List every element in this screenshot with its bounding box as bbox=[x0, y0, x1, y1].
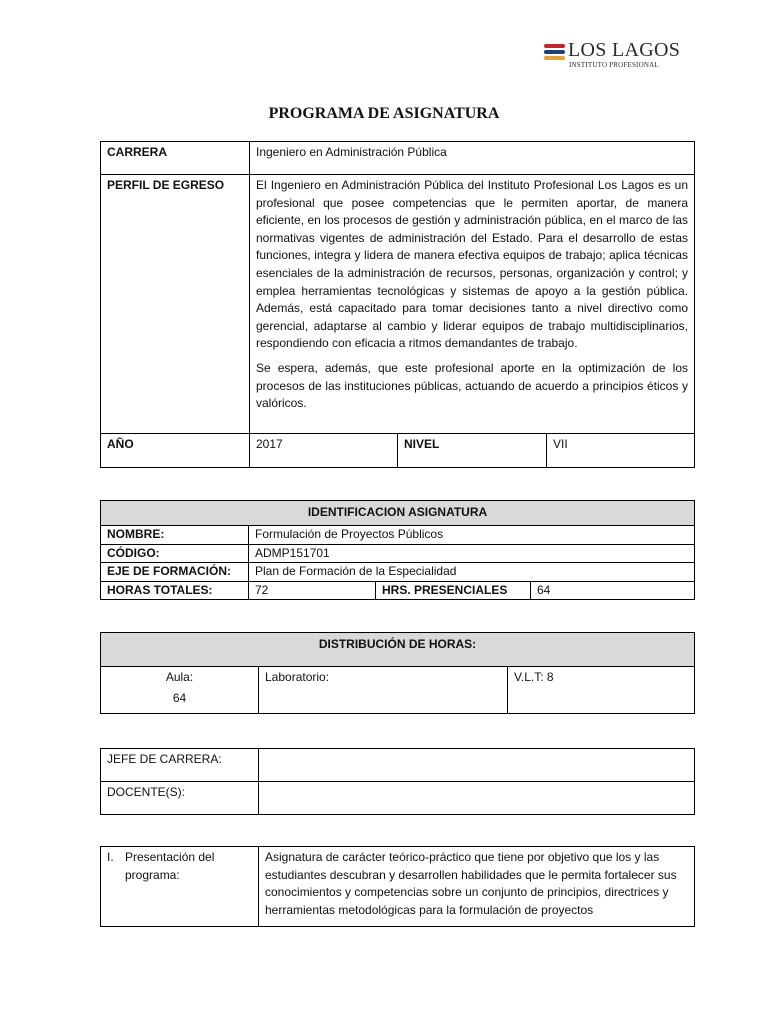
jefe-value bbox=[259, 749, 695, 782]
logo-name: LOS LAGOS bbox=[568, 39, 681, 61]
carrera-value: Ingeniero en Administración Pública bbox=[250, 142, 695, 175]
distribucion-header: DISTRIBUCIÓN DE HORAS: bbox=[101, 633, 695, 667]
horas-label: HORAS TOTALES: bbox=[101, 581, 249, 600]
perfil-label: PERFIL DE EGRESO bbox=[101, 175, 250, 434]
codigo-label: CÓDIGO: bbox=[101, 544, 249, 563]
presentacion-text: Asignatura de carácter teórico-práctico que tiene por objetivo que los y las estudiantes descubran y desarrollen habilidades que le permita fortalecer sus conocimientos y competencias sobre un conjunto de principios, directrices y herramientas metodológicas para la formulación de proyectos bbox=[259, 847, 695, 927]
identificacion-header: IDENTIFICACION ASIGNATURA bbox=[101, 501, 695, 526]
anio-label: AÑO bbox=[101, 434, 250, 468]
nivel-label: NIVEL bbox=[398, 434, 547, 468]
perfil-paragraph-2: Se espera, además, que este profesional aporte en la optimización de los procesos de las instituciones públicas, actuando de acuerdo a principios éticos y valóricos. bbox=[256, 360, 689, 411]
jefe-label: JEFE DE CARRERA: bbox=[101, 749, 259, 782]
general-info-table bbox=[100, 141, 695, 468]
nombre-label: NOMBRE: bbox=[101, 526, 249, 545]
logo-stripes-icon bbox=[544, 44, 565, 66]
perfil-cell bbox=[250, 175, 695, 434]
docente-value bbox=[259, 782, 695, 815]
aula-cell bbox=[101, 667, 259, 714]
presentacion-label-line1: Presentación del bbox=[125, 850, 215, 864]
nombre-value: Formulación de Proyectos Públicos bbox=[249, 526, 695, 545]
distribucion-table bbox=[100, 632, 695, 714]
docente-label: DOCENTE(S): bbox=[101, 782, 259, 815]
anio-value: 2017 bbox=[250, 434, 398, 468]
vlt-label: V.L.T: 8 bbox=[508, 667, 695, 714]
aula-value: 64 bbox=[172, 690, 187, 705]
identificacion-table bbox=[100, 500, 695, 600]
logo-subtitle: INSTITUTO PROFESIONAL bbox=[569, 61, 659, 69]
presenciales-value: 64 bbox=[531, 581, 695, 600]
codigo-value: ADMP151701 bbox=[249, 544, 695, 563]
laboratorio-label: Laboratorio: bbox=[259, 667, 508, 714]
eje-value: Plan de Formación de la Especialidad bbox=[249, 563, 695, 582]
eje-label: EJE DE FORMACIÓN: bbox=[101, 563, 249, 582]
responsables-table bbox=[100, 748, 695, 815]
presentacion-label-line2: programa: bbox=[125, 867, 180, 882]
presentacion-table bbox=[100, 846, 695, 927]
presenciales-label: HRS. PRESENCIALES bbox=[376, 581, 531, 600]
institute-logo bbox=[544, 39, 681, 72]
nivel-value: VII bbox=[547, 434, 695, 468]
horas-value: 72 bbox=[249, 581, 376, 600]
presentacion-label-cell bbox=[101, 847, 259, 927]
perfil-paragraph-1: El Ingeniero en Administración Pública del Instituto Profesional Los Lagos es un profesional que posee competencias que le permiten aportar, de manera eficiente, en los procesos de gestión y administración pública, en el marco de las normativas vigentes de administración del Estado. Para el desarrollo de estas funciones, integra y lidera de manera efectiva equipos de trabajo; aplica técnicas esenciales de la administración de recursos, personas, organización y control; y emplea herramientas tecnológicas y sistemas de apoyo a la gestión pública. Además, está capacitado para tomar decisiones tanto a nivel directivo como gerencial, adaptarse al cambio y liderar equipos de trabajo multidisciplinarios, respondiendo con eficacia a ritmos demandantes de trabajo. bbox=[256, 178, 689, 351]
document-title: PROGRAMA DE ASIGNATURA bbox=[268, 105, 500, 122]
aula-label: Aula: bbox=[165, 670, 194, 684]
carrera-label: CARRERA bbox=[101, 142, 250, 175]
presentacion-numeral: I. bbox=[107, 850, 114, 864]
